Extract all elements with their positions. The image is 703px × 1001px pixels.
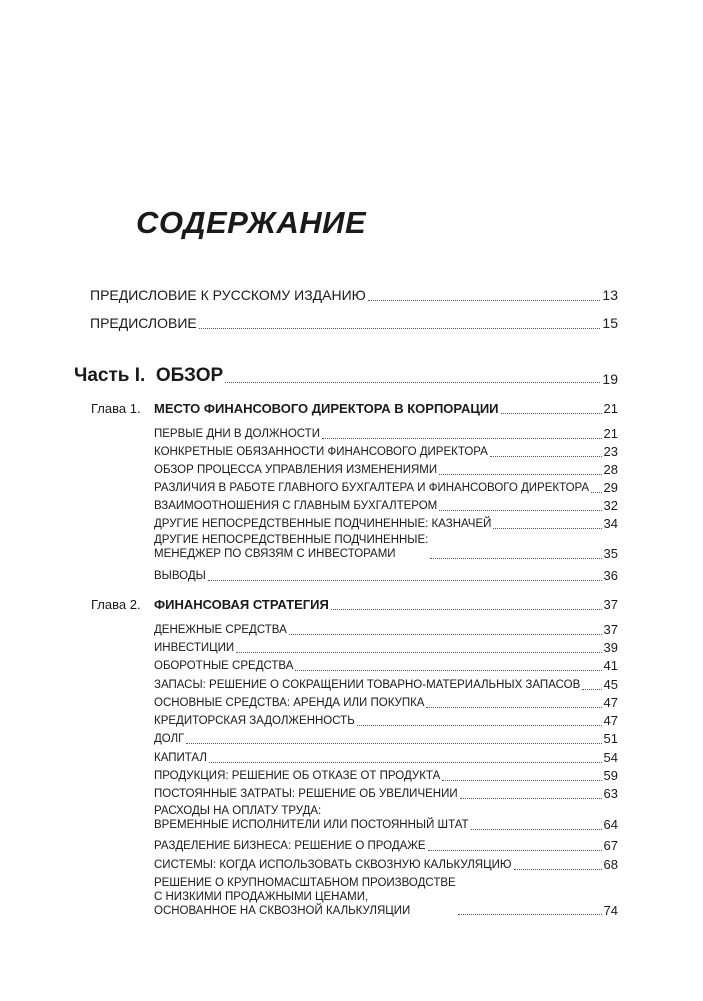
toc-section-text: КАПИТАЛ	[154, 751, 207, 764]
toc-page-number: 34	[603, 516, 618, 531]
toc-section-text: ОСНОВНЫЕ СРЕДСТВА: АРЕНДА ИЛИ ПОКУПКА	[154, 696, 425, 709]
dot-leader	[208, 580, 602, 581]
toc-page-number: 19	[602, 371, 618, 387]
dot-leader	[458, 914, 602, 915]
toc-section-text: ПЕРВЫЕ ДНИ В ДОЛЖНОСТИ	[154, 427, 320, 440]
toc-page-number: 41	[603, 658, 618, 673]
part-name: ОБЗОР	[155, 365, 224, 386]
toc-section-text: РАЗЛИЧИЯ В РАБОТЕ ГЛАВНОГО БУХГАЛТЕРА И ФИНАНСОВОГО ДИРЕКТОРА	[154, 481, 590, 494]
toc-page-number: 28	[603, 462, 618, 477]
dot-leader	[493, 528, 601, 529]
toc-page-number: 35	[603, 546, 618, 561]
toc-section[interactable]	[154, 640, 618, 656]
toc-section[interactable]	[154, 768, 618, 784]
toc-page-number: 64	[603, 817, 618, 832]
toc-page-number: 39	[603, 640, 618, 655]
toc-section[interactable]	[154, 805, 618, 833]
toc-section-text	[154, 877, 456, 918]
toc-section[interactable]	[154, 516, 618, 532]
chapter-number: Глава 2.	[91, 597, 141, 612]
dot-leader	[426, 707, 601, 708]
toc-section-text: КОНКРЕТНЫЕ ОБЯЗАННОСТИ ФИНАНСОВОГО ДИРЕКТОРА	[154, 445, 488, 458]
dot-leader	[289, 634, 602, 635]
toc-section-text: КРЕДИТОРСКАЯ ЗАДОЛЖЕННОСТЬ	[154, 714, 355, 727]
chapter-heading	[91, 401, 499, 417]
toc-chapter-1[interactable]	[91, 401, 618, 417]
dot-leader	[514, 869, 602, 870]
toc-entry-text: ПРЕДИСЛОВИЕ	[90, 315, 197, 331]
toc-page-number: 63	[603, 786, 618, 801]
dot-leader	[471, 829, 602, 830]
toc-section[interactable]	[154, 444, 618, 460]
toc-page-number: 68	[603, 857, 618, 872]
toc-section[interactable]	[154, 838, 618, 854]
toc-section-line: РЕШЕНИЕ О КРУПНОМАСШТАБНОМ ПРОИЗВОДСТВЕ	[154, 877, 456, 889]
dot-leader	[209, 762, 602, 763]
toc-entry-foreword[interactable]	[90, 315, 618, 332]
chapter-heading	[91, 597, 329, 613]
toc-section[interactable]	[154, 658, 618, 674]
toc-chapter-2[interactable]	[91, 597, 618, 613]
toc-section-line: МЕНЕДЖЕР ПО СВЯЗЯМ С ИНВЕСТОРАМИ	[154, 547, 396, 560]
toc-page-number: 36	[603, 568, 618, 583]
toc-section-text: ДРУГИЕ НЕПОСРЕДСТВЕННЫЕ ПОДЧИНЕННЫЕ: КАЗНАЧЕЙ	[154, 517, 492, 530]
toc-section-text: ЗАПАСЫ: РЕШЕНИЕ О СОКРАЩЕНИИ ТОВАРНО-МАТЕРИАЛЬНЫХ ЗАПАСОВ	[154, 678, 581, 691]
dot-leader	[428, 850, 602, 851]
dot-leader	[199, 328, 601, 329]
toc-page-number: 54	[603, 750, 618, 765]
chapter-number: Глава 1.	[91, 401, 141, 416]
toc-page-number: 37	[603, 597, 618, 612]
toc-section[interactable]	[154, 677, 618, 693]
toc-section[interactable]	[154, 695, 618, 711]
dot-leader	[225, 382, 600, 383]
toc-section-line: РАСХОДЫ НА ОПЛАТУ ТРУДА:	[154, 805, 322, 817]
toc-section[interactable]	[154, 426, 618, 442]
toc-section-text: ОБОРОТНЫЕ СРЕДСТВА	[154, 659, 294, 672]
toc-section-text: ПРОДУКЦИЯ: РЕШЕНИЕ ОБ ОТКАЗЕ ОТ ПРОДУКТА	[154, 769, 441, 782]
toc-page-number: 21	[603, 426, 618, 441]
toc-section-text: ИНВЕСТИЦИИ	[154, 641, 235, 654]
chapter-name: МЕСТО ФИНАНСОВОГО ДИРЕКТОРА В КОРПОРАЦИИ	[154, 401, 499, 416]
toc-page-number: 23	[603, 444, 618, 459]
dot-leader	[236, 652, 601, 653]
toc-part-1[interactable]	[74, 365, 618, 388]
dot-leader	[439, 510, 601, 511]
toc-title: СОДЕРЖАНИЕ	[136, 205, 367, 240]
chapter-name: ФИНАНСОВАЯ СТРАТЕГИЯ	[154, 597, 329, 612]
toc-section[interactable]	[154, 622, 618, 638]
toc-section-text: СИСТЕМЫ: КОГДА ИСПОЛЬЗОВАТЬ СКВОЗНУЮ КАЛЬКУЛЯЦИЮ	[154, 858, 512, 871]
dot-leader	[322, 438, 602, 439]
toc-section[interactable]	[154, 857, 618, 873]
dot-leader	[295, 670, 601, 671]
toc-page-number: 15	[602, 315, 618, 331]
toc-page-number: 59	[603, 768, 618, 783]
toc-section[interactable]	[154, 786, 618, 802]
toc-page-number: 37	[603, 622, 618, 637]
toc-entry-foreword-russian[interactable]	[90, 287, 618, 304]
dot-leader	[186, 743, 601, 744]
dot-leader	[442, 780, 601, 781]
toc-section-text: ПОСТОЯННЫЕ ЗАТРАТЫ: РЕШЕНИЕ ОБ УВЕЛИЧЕНИИ	[154, 787, 458, 800]
toc-section[interactable]	[154, 480, 618, 496]
toc-section[interactable]	[154, 750, 618, 766]
dot-leader	[460, 798, 602, 799]
toc-section[interactable]	[154, 462, 618, 478]
dot-leader	[430, 558, 601, 559]
toc-section-text: РАЗДЕЛЕНИЕ БИЗНЕСА: РЕШЕНИЕ О ПРОДАЖЕ	[154, 839, 426, 852]
toc-section[interactable]	[154, 713, 618, 729]
toc-section[interactable]	[154, 731, 618, 747]
dot-leader	[591, 492, 601, 493]
toc-section[interactable]	[154, 498, 618, 514]
toc-section-text: ОБЗОР ПРОЦЕССА УПРАВЛЕНИЯ ИЗМЕНЕНИЯМИ	[154, 463, 438, 476]
toc-section-line: ОСНОВАННОЕ НА СКВОЗНОЙ КАЛЬКУЛЯЦИИ	[154, 904, 411, 917]
part-label: Часть I.	[74, 365, 146, 386]
toc-section[interactable]	[154, 534, 618, 562]
toc-section-text: ВЫВОДЫ	[154, 569, 206, 582]
toc-page-number: 51	[603, 731, 618, 746]
toc-section-line: ВРЕМЕННЫЕ ИСПОЛНИТЕЛИ ИЛИ ПОСТОЯННЫЙ ШТАТ	[154, 818, 469, 831]
toc-section-text	[154, 805, 469, 833]
toc-section-text: ДЕНЕЖНЫЕ СРЕДСТВА	[154, 623, 287, 636]
toc-section[interactable]	[154, 568, 618, 584]
dot-leader	[490, 456, 602, 457]
dot-leader	[331, 609, 602, 610]
toc-page-number: 67	[603, 838, 618, 853]
dot-leader	[368, 300, 601, 301]
toc-page-number: 74	[603, 902, 618, 918]
dot-leader	[582, 689, 601, 690]
toc-page-number: 45	[603, 677, 618, 692]
toc-section-text: ВЗАИМООТНОШЕНИЯ С ГЛАВНЫМ БУХГАЛТЕРОМ	[154, 499, 438, 512]
toc-page-number: 32	[603, 498, 618, 513]
toc-page-number: 13	[602, 287, 618, 303]
toc-page-number: 47	[603, 713, 618, 728]
dot-leader	[439, 474, 601, 475]
dot-leader	[357, 725, 602, 726]
toc-section-text: ДОЛГ	[154, 732, 185, 745]
part-heading	[74, 365, 223, 388]
dot-leader	[501, 413, 602, 414]
toc-section-text	[154, 534, 428, 562]
toc-section[interactable]	[154, 877, 618, 918]
toc-page-number: 29	[603, 480, 618, 495]
toc-section-line: ДРУГИЕ НЕПОСРЕДСТВЕННЫЕ ПОДЧИНЕННЫЕ:	[154, 534, 429, 546]
toc-entry-text: ПРЕДИСЛОВИЕ К РУССКОМУ ИЗДАНИЮ	[90, 287, 366, 303]
toc-page-number: 21	[603, 401, 618, 416]
toc-page-number: 47	[603, 695, 618, 710]
toc-section-line: С НИЗКИМИ ПРОДАЖНЫМИ ЦЕНАМИ,	[154, 890, 369, 903]
